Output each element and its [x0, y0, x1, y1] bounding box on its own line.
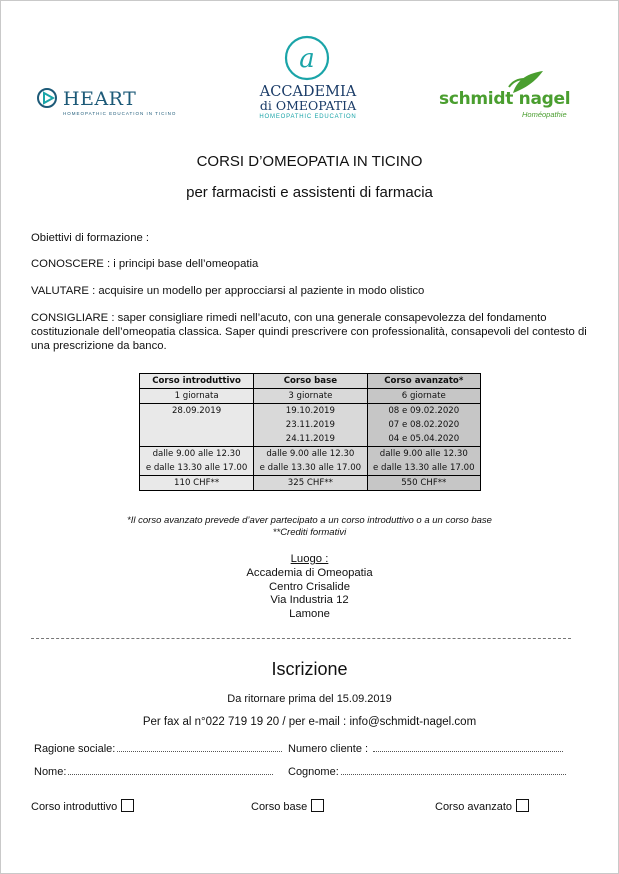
- field-label: Ragione sociale:: [34, 743, 116, 755]
- registration-title: Iscrizione: [271, 659, 348, 679]
- table-cell: e dalle 13.30 alle 17.00: [140, 461, 254, 476]
- table-row: [140, 389, 481, 404]
- accademia-logo-icon: [283, 34, 331, 82]
- table-cell: 550 CHF**: [367, 476, 480, 491]
- objective-label: VALUTARE: [31, 285, 89, 297]
- objective-conoscere: [31, 257, 591, 271]
- table-cell: 110 CHF**: [140, 476, 254, 491]
- footnote: *Il corso avanzato prevede d’aver partecipato a un corso introduttivo o a un corso base: [127, 515, 492, 526]
- page-subtitle: per farmacisti e assistenti di farmacia: [186, 184, 433, 201]
- table-header-cell: Corso base: [254, 374, 367, 389]
- table-header-cell: Corso avanzato*: [367, 374, 480, 389]
- table-cell: e dalle 13.30 alle 17.00: [367, 461, 480, 476]
- schmidt-nagel-logo-name: schmidt nagel: [439, 89, 571, 109]
- objective-label: CONSIGLIARE: [31, 312, 109, 324]
- return-date: 15.09.2019: [336, 693, 392, 705]
- table-cell: 1 giornata: [140, 389, 254, 404]
- location-line: Centro Crisalide: [269, 580, 350, 593]
- heart-logo-tagline: HOMEOPATHIC EDUCATION IN TICINO: [63, 111, 177, 116]
- page-title: CORSI D’OMEOPATIA IN TICINO: [196, 153, 423, 170]
- footnotes: [1, 515, 618, 539]
- checkbox-corso-avanzato[interactable]: [435, 799, 529, 813]
- heart-logo-name: HEART: [63, 88, 137, 110]
- table-cell: [140, 418, 254, 432]
- return-text: Da ritornare prima del: [227, 693, 337, 705]
- table-row: [140, 404, 481, 419]
- table-row: [140, 432, 481, 447]
- svg-text:a: a: [299, 44, 315, 74]
- footnote: **Crediti formativi: [272, 527, 347, 538]
- table-cell: 08 e 09.02.2020: [367, 404, 480, 419]
- email-text: info@schmidt-nagel.com: [349, 716, 477, 728]
- heart-logo-icon: [37, 87, 61, 109]
- field-label: Nome:: [34, 766, 67, 778]
- return-deadline: [1, 693, 618, 705]
- table-cell: 24.11.2019: [254, 432, 367, 447]
- field-line[interactable]: [117, 741, 282, 752]
- field-line[interactable]: [341, 764, 566, 775]
- table-row: [140, 447, 481, 462]
- location-line: Via Industria 12: [270, 594, 349, 607]
- table-cell: 325 CHF**: [254, 476, 367, 491]
- field-line[interactable]: [68, 764, 273, 775]
- table-row: [140, 461, 481, 476]
- accademia-logo-line1: ACCADEMIA: [259, 84, 357, 100]
- checkbox[interactable]: [516, 799, 529, 812]
- table-cell: 3 giornate: [254, 389, 367, 404]
- table-row: [140, 476, 481, 491]
- checkbox-label: Corso base: [251, 801, 308, 813]
- table-cell: 23.11.2019: [254, 418, 367, 432]
- schmidt-nagel-logo: [439, 69, 569, 121]
- location-block: [1, 553, 618, 622]
- course-schedule-table: [139, 373, 481, 491]
- table-cell: dalle 9.00 alle 12.30: [140, 447, 254, 462]
- checkbox[interactable]: [311, 799, 324, 812]
- checkbox-label: Corso introduttivo: [31, 801, 118, 813]
- location-line: Accademia di Omeopatia: [246, 566, 373, 579]
- table-cell: 28.09.2019: [140, 404, 254, 419]
- table-cell: 6 giornate: [367, 389, 480, 404]
- objectives-heading: Obiettivi di formazione :: [31, 232, 150, 244]
- cut-line-divider: [31, 638, 571, 639]
- table-header-cell: Corso introduttivo: [140, 374, 254, 389]
- field-label: Cognome:: [288, 766, 339, 778]
- table-cell: [140, 432, 254, 447]
- heart-logo: [37, 85, 177, 121]
- contact-line: [1, 716, 618, 728]
- table-cell: dalle 9.00 alle 12.30: [254, 447, 367, 462]
- numero-cliente-field[interactable]: [288, 741, 563, 755]
- nome-field[interactable]: [34, 764, 273, 778]
- table-cell: dalle 9.00 alle 12.30: [367, 447, 480, 462]
- checkbox-corso-base[interactable]: [251, 799, 324, 813]
- ragione-sociale-field[interactable]: [34, 741, 282, 755]
- table-cell: e dalle 13.30 alle 17.00: [254, 461, 367, 476]
- objective-consigliare: [31, 311, 591, 353]
- accademia-logo-line2: di OMEOPATIA: [259, 98, 357, 113]
- objective-text: : saper consigliare rimedi nell’acuto, con una generale consapevolezza del fondamento costituzionale dell’omeopatia classica. Saper quindi prescrivere con professionalità, consapevoli del contesto di una prescrizione da banco.: [31, 312, 587, 352]
- schmidt-nagel-logo-tagline: Homéopathie: [522, 110, 567, 119]
- checkbox-corso-introduttivo[interactable]: [31, 799, 134, 813]
- table-cell: 19.10.2019: [254, 404, 367, 419]
- field-label: Numero cliente :: [288, 743, 372, 755]
- location-line: Lamone: [289, 608, 330, 621]
- accademia-logo: [253, 31, 363, 127]
- checkbox[interactable]: [121, 799, 134, 812]
- fax-text: Per fax al n°022 719 19 20 / per e-mail :: [142, 716, 350, 728]
- objective-text: : acquisire un modello per approcciarsi al paziente in modo olistico: [88, 285, 425, 297]
- checkbox-label: Corso avanzato: [435, 801, 513, 813]
- field-line[interactable]: [373, 741, 563, 752]
- table-header-row: [140, 374, 481, 389]
- objective-valutare: [31, 284, 591, 298]
- table-cell: 04 e 05.04.2020: [367, 432, 480, 447]
- objective-label: CONOSCERE: [31, 258, 104, 270]
- objective-text: : i principi base dell’omeopatia: [103, 258, 259, 270]
- table-row: [140, 418, 481, 432]
- cognome-field[interactable]: [288, 764, 566, 778]
- location-label: Luogo :: [290, 553, 329, 565]
- accademia-logo-tagline: HOMEOPATHIC EDUCATION: [259, 114, 357, 120]
- table-cell: 07 e 08.02.2020: [367, 418, 480, 432]
